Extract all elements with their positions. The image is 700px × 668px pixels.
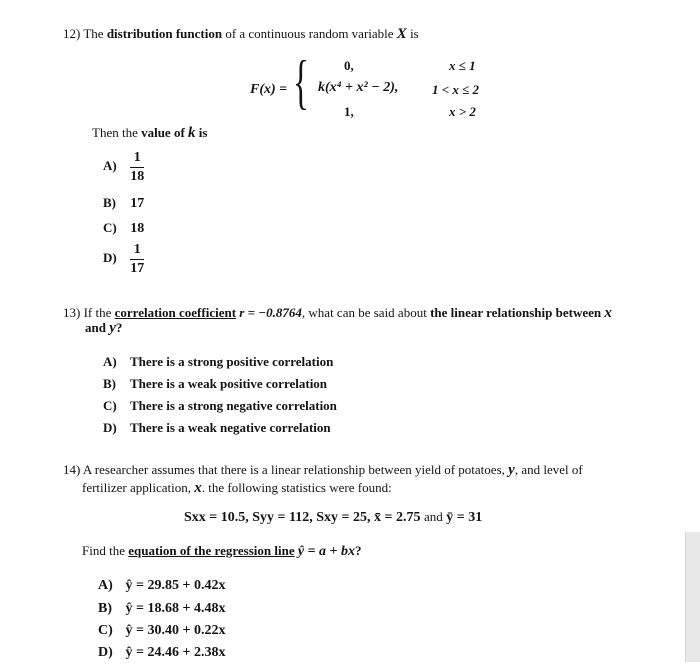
numerator: 1 <box>133 150 141 165</box>
option-label: C) <box>103 220 117 235</box>
q12-followup-bold: value of <box>141 125 185 140</box>
option-label: B) <box>103 376 116 391</box>
q12-stem-post: of a continuous random variable <box>225 26 394 41</box>
option-label: A) <box>103 354 117 369</box>
q12-stem-bold: distribution function <box>106 26 223 41</box>
q12-option-c[interactable] <box>103 220 144 237</box>
q13-var-x: x <box>604 305 612 321</box>
q13-link-correlation-coefficient: correlation coefficient <box>114 305 237 320</box>
q14-stem-line2-pre: fertilizer application, <box>82 480 192 495</box>
option-text: 17 <box>130 196 145 211</box>
denominator: 17 <box>130 261 145 276</box>
q12-followup-post: is <box>198 125 208 140</box>
option-label: C) <box>98 623 113 638</box>
q14-option-c[interactable] <box>98 623 225 639</box>
q12-number: 12) <box>63 26 81 41</box>
q13-stem <box>63 305 612 322</box>
option-label: A) <box>103 158 117 174</box>
q14-find <box>82 543 362 560</box>
case3-expr: 1, <box>344 104 354 119</box>
vertical-scrollbar[interactable] <box>685 532 700 662</box>
q13-option-d[interactable] <box>103 420 331 436</box>
q13-option-b[interactable] <box>103 376 327 392</box>
q14-find-pre: Find the <box>82 543 125 558</box>
q12-stem <box>63 26 419 43</box>
option-text: 18 <box>130 221 145 236</box>
q14-stem-line1: A researcher assumes that there is a linear relationship between yield of potatoes, <box>82 462 505 477</box>
q13-line2-post: ? <box>115 320 123 335</box>
q14-var-x: x <box>194 480 202 496</box>
option-label: A) <box>98 578 113 593</box>
q12-followup-pre: Then the <box>92 125 138 140</box>
q14-find-math: ŷ = a + bx <box>297 544 356 559</box>
q14-stats-ybar: ȳ = 31 <box>446 510 483 525</box>
q14-stem-line1-end: , and level of <box>514 462 583 477</box>
q14-option-d[interactable] <box>98 645 225 661</box>
case3-cond: x > 2 <box>449 104 476 119</box>
q14-statistics <box>184 509 482 526</box>
q14-number: 14) <box>63 462 81 477</box>
option-text: There is a strong negative correlation <box>130 398 337 413</box>
q14-link-regression-line: equation of the regression line <box>128 543 295 558</box>
q14-option-a[interactable] <box>98 578 225 594</box>
q14-find-post: ? <box>355 543 362 558</box>
q12-followup <box>92 125 207 142</box>
option-label: D) <box>103 250 117 266</box>
q13-stem-bold: the linear relationship between <box>430 305 602 320</box>
q14-stats-and: and <box>424 509 443 524</box>
option-text: There is a weak positive correlation <box>130 376 328 391</box>
q13-number: 13) <box>63 305 81 320</box>
q14-var-y: y <box>508 462 515 478</box>
q13-line2-pre: and <box>85 320 106 335</box>
option-label: C) <box>103 398 117 413</box>
q12-stem-pre: The <box>83 26 104 41</box>
case2-expr: k(x⁴ + x² − 2), <box>318 80 399 95</box>
q13-r-value: r = −0.8764 <box>239 305 302 320</box>
q12-stem-end: is <box>410 26 419 41</box>
q13-stem-pre: If the <box>83 305 112 320</box>
q13-stem-mid: , what can be said about <box>301 305 427 320</box>
q14-option-b[interactable] <box>98 601 225 617</box>
q14-stem-line2 <box>82 480 392 497</box>
q12-var-k: k <box>188 125 196 141</box>
q13-var-y: y <box>109 320 116 336</box>
option-text: There is a strong positive correlation <box>130 354 334 369</box>
option-text: ŷ = 30.40 + 0.22x <box>125 623 226 638</box>
formula-lhs: F(x) = <box>250 82 288 97</box>
case2-cond: 1 < x ≤ 2 <box>432 82 480 97</box>
q14-stem-line2-post: . the following statistics were found: <box>201 480 392 495</box>
q12-var-x: X <box>396 26 407 42</box>
denominator: 18 <box>130 169 145 184</box>
q13-option-c[interactable] <box>103 398 337 414</box>
option-text: There is a weak negative correlation <box>130 420 331 435</box>
q14-stem <box>63 462 583 479</box>
numerator: 1 <box>133 242 141 257</box>
formula-brace: { <box>293 49 309 115</box>
fraction <box>130 150 144 185</box>
q12-option-d[interactable] <box>103 242 144 277</box>
option-text: ŷ = 29.85 + 0.42x <box>125 578 226 593</box>
case1-cond: x ≤ 1 <box>449 58 476 73</box>
q13-option-a[interactable] <box>103 354 333 370</box>
option-label: D) <box>98 645 113 660</box>
q12-option-b[interactable] <box>103 195 144 212</box>
option-label: B) <box>98 601 112 616</box>
fraction <box>130 242 144 277</box>
q13-stem-line2 <box>85 320 122 337</box>
option-label: D) <box>103 420 117 435</box>
option-label: B) <box>103 195 116 210</box>
option-text: ŷ = 24.46 + 2.38x <box>125 645 226 660</box>
q14-stats: Sxx = 10.5, Syy = 112, Sxy = 25, x̄ = 2.75 <box>184 510 421 525</box>
q12-option-a[interactable] <box>103 150 144 185</box>
option-text: ŷ = 18.68 + 4.48x <box>125 601 226 616</box>
case1-expr: 0, <box>344 58 354 73</box>
